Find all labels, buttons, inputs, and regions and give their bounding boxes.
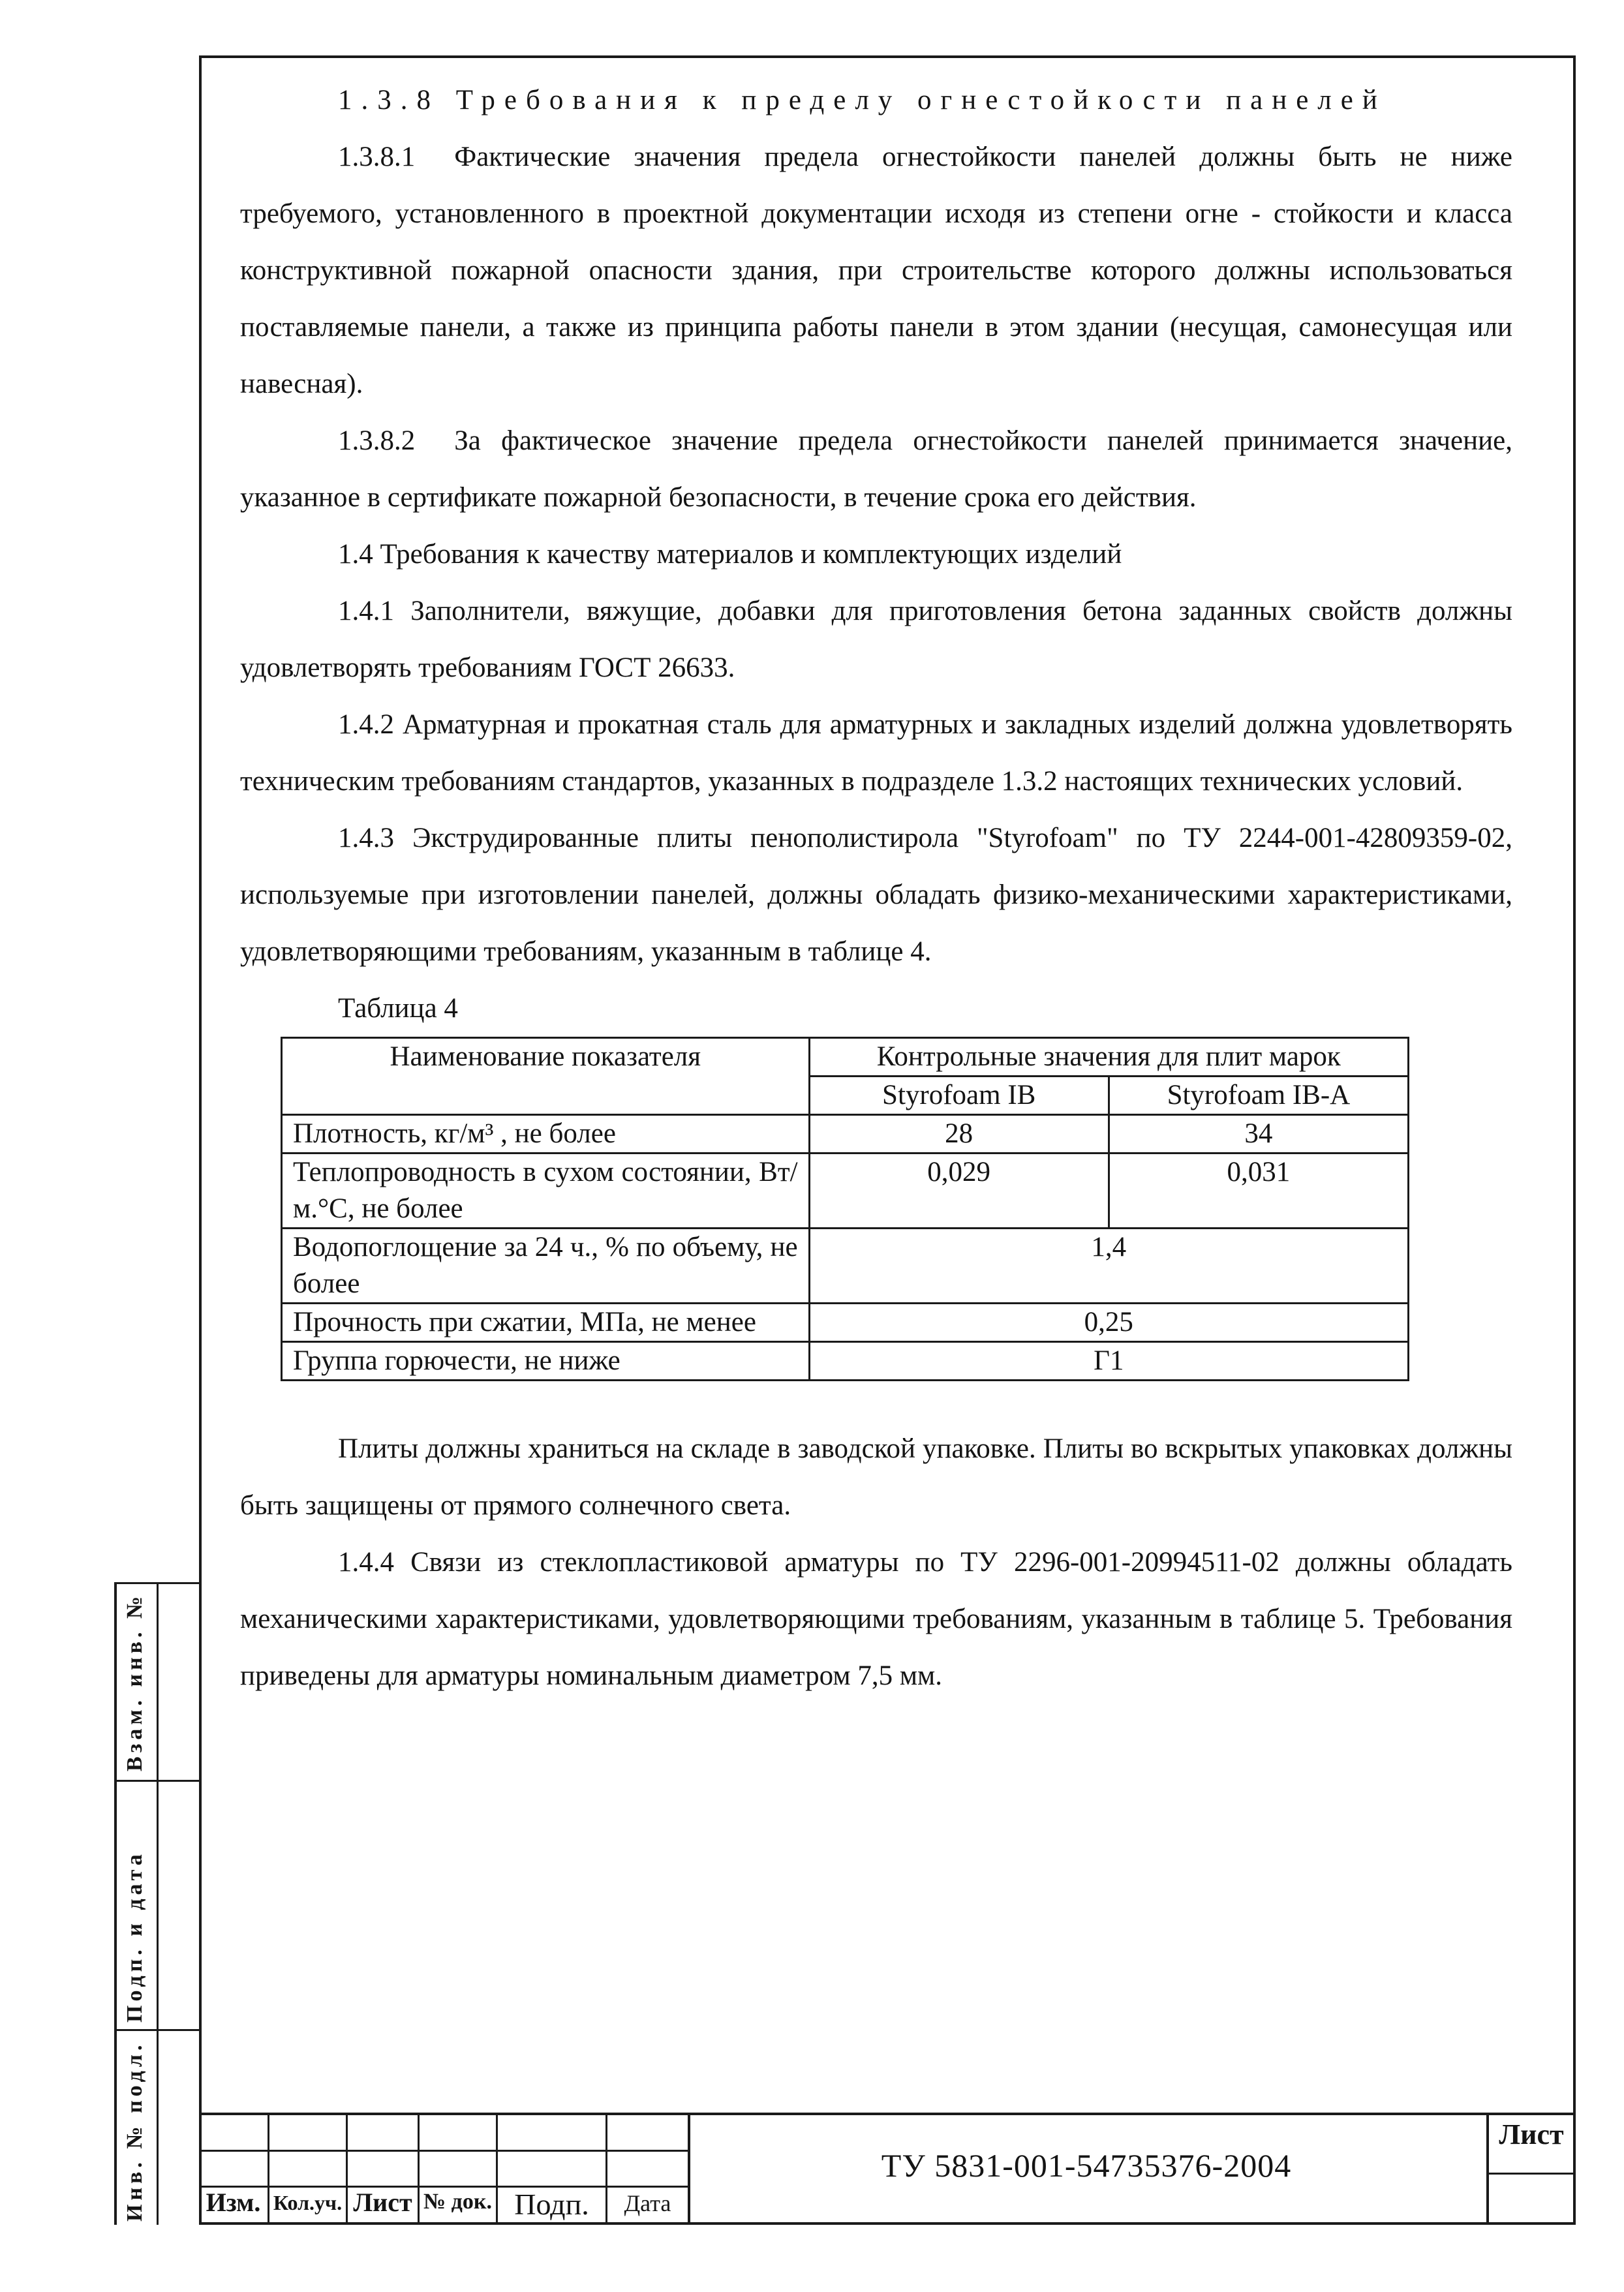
paragraph-storage: Плиты должны храниться на складе в заводской упаковке. Плиты во вскрытых упаковках должны быть защищены от прямого солнечного света. [240, 1433, 1512, 1521]
section-heading-1-3-8: 1.3.8 Требования к пределу огнестойкости панелей [338, 85, 1387, 115]
row-value-ib-a: 34 [1109, 1115, 1408, 1154]
document-code: ТУ 5831-001-54735376-2004 [881, 2147, 1292, 2184]
paragraph-number: 1.3.8.1 [338, 142, 416, 172]
tb-ndok: № док. [423, 2190, 492, 2214]
paragraph-1-3-8-2 [240, 412, 1512, 526]
paragraph-text: Фактические значения предела огнестойкости панелей должны быть не ниже требуемого, установленного в проектной документации исходя из степени огне - стойкости и класса конструктивной пожарной опасности здания, при строительстве которого должны использоваться поставляемые панели, а также из принципа работы панели в этом здании (несущая, самонесущая или навесная). [240, 142, 1512, 399]
table-row [282, 1229, 1409, 1304]
paragraph-1-4-1: 1.4.1 Заполнители, вяжущие, добавки для приготовления бетона заданных свойств должны удовлетворять требованиям ГОСТ 26633. [240, 596, 1512, 683]
table-row [282, 1304, 1409, 1342]
tb-podp: Подп. [514, 2188, 589, 2221]
row-value-ib-a: 0,031 [1109, 1154, 1408, 1229]
row-name: Прочность при сжатии, МПа, не менее [282, 1304, 810, 1342]
paragraph-1-4-2: 1.4.2 Арматурная и прокатная сталь для арматурных и закладных изделий должна удовлетворять техническим требованиям стандартов, указанных в подразделе 1.3.2 настоящих технических условий. [240, 709, 1512, 797]
table-4-wrapper [281, 1037, 1512, 1381]
row-name: Плотность, кг/м³ , не более [282, 1115, 810, 1154]
row-name: Теплопроводность в сухом состоянии, Вт/м.°С, не более [282, 1154, 810, 1229]
row-value-ib: 28 [809, 1115, 1109, 1154]
header-styrofoam-ib: Styrofoam IB [809, 1077, 1109, 1115]
table-row [282, 1342, 1409, 1381]
document-body [240, 72, 1512, 1704]
row-name: Водопоглощение за 24 ч., % по объему, не более [282, 1229, 810, 1304]
tb-kol: Кол.уч. [273, 2191, 343, 2214]
paragraph-1-3-8-1 [240, 129, 1512, 412]
table-row [282, 1154, 1409, 1229]
header-indicator-name: Наименование показателя [282, 1038, 810, 1115]
row-value-ib: 0,029 [809, 1154, 1109, 1229]
tb-list: Лист [353, 2188, 412, 2217]
sheet-label: Лист [1499, 2118, 1564, 2150]
table-caption: Таблица 4 [338, 993, 458, 1024]
row-value: 1,4 [809, 1229, 1408, 1304]
paragraph-1-4-3: 1.4.3 Экструдированные плиты пенополистирола "Styrofoam" по ТУ 2244-001-42809359-02, используемые при изготовлении панелей, должны обладать физико-механическими характеристиками, удовлетворяющими требованиям, указанным в таблице 4. [240, 823, 1512, 967]
paragraph-text: За фактическое значение предела огнестойкости панелей принимается значение, указанное в сертификате пожарной безопасности, в течение срока его действия. [240, 425, 1512, 513]
section-heading-1-4: 1.4 Требования к качеству материалов и комплектующих изделий [338, 539, 1122, 570]
side-label-podp: Подп. и дата [123, 1850, 147, 2023]
paragraph-1-4-4: 1.4.4 Связи из стеклопластиковой арматуры по ТУ 2296-001-20994511-02 должны обладать механическими характеристиками, удовлетворяющими требованиям, указанным в таблице 5. Требования приведены для арматуры номинальным диаметром 7,5 мм. [240, 1547, 1512, 1691]
header-styrofoam-ib-a: Styrofoam IB-A [1109, 1077, 1408, 1115]
tb-data: Дата [624, 2190, 671, 2216]
table-4 [281, 1037, 1409, 1381]
side-label-inv: Инв. № подл. [123, 2041, 147, 2222]
row-name: Группа горючести, не ниже [282, 1342, 810, 1381]
header-control-values: Контрольные значения для плит марок [809, 1038, 1408, 1077]
table-row [282, 1115, 1409, 1154]
table-header-row [282, 1038, 1409, 1077]
row-value: 0,25 [809, 1304, 1408, 1342]
paragraph-number: 1.3.8.2 [338, 425, 416, 456]
side-label-vzam: Взам. инв. № [123, 1592, 147, 1771]
row-value: Г1 [809, 1342, 1408, 1381]
tb-izm: Изм. [206, 2188, 261, 2217]
